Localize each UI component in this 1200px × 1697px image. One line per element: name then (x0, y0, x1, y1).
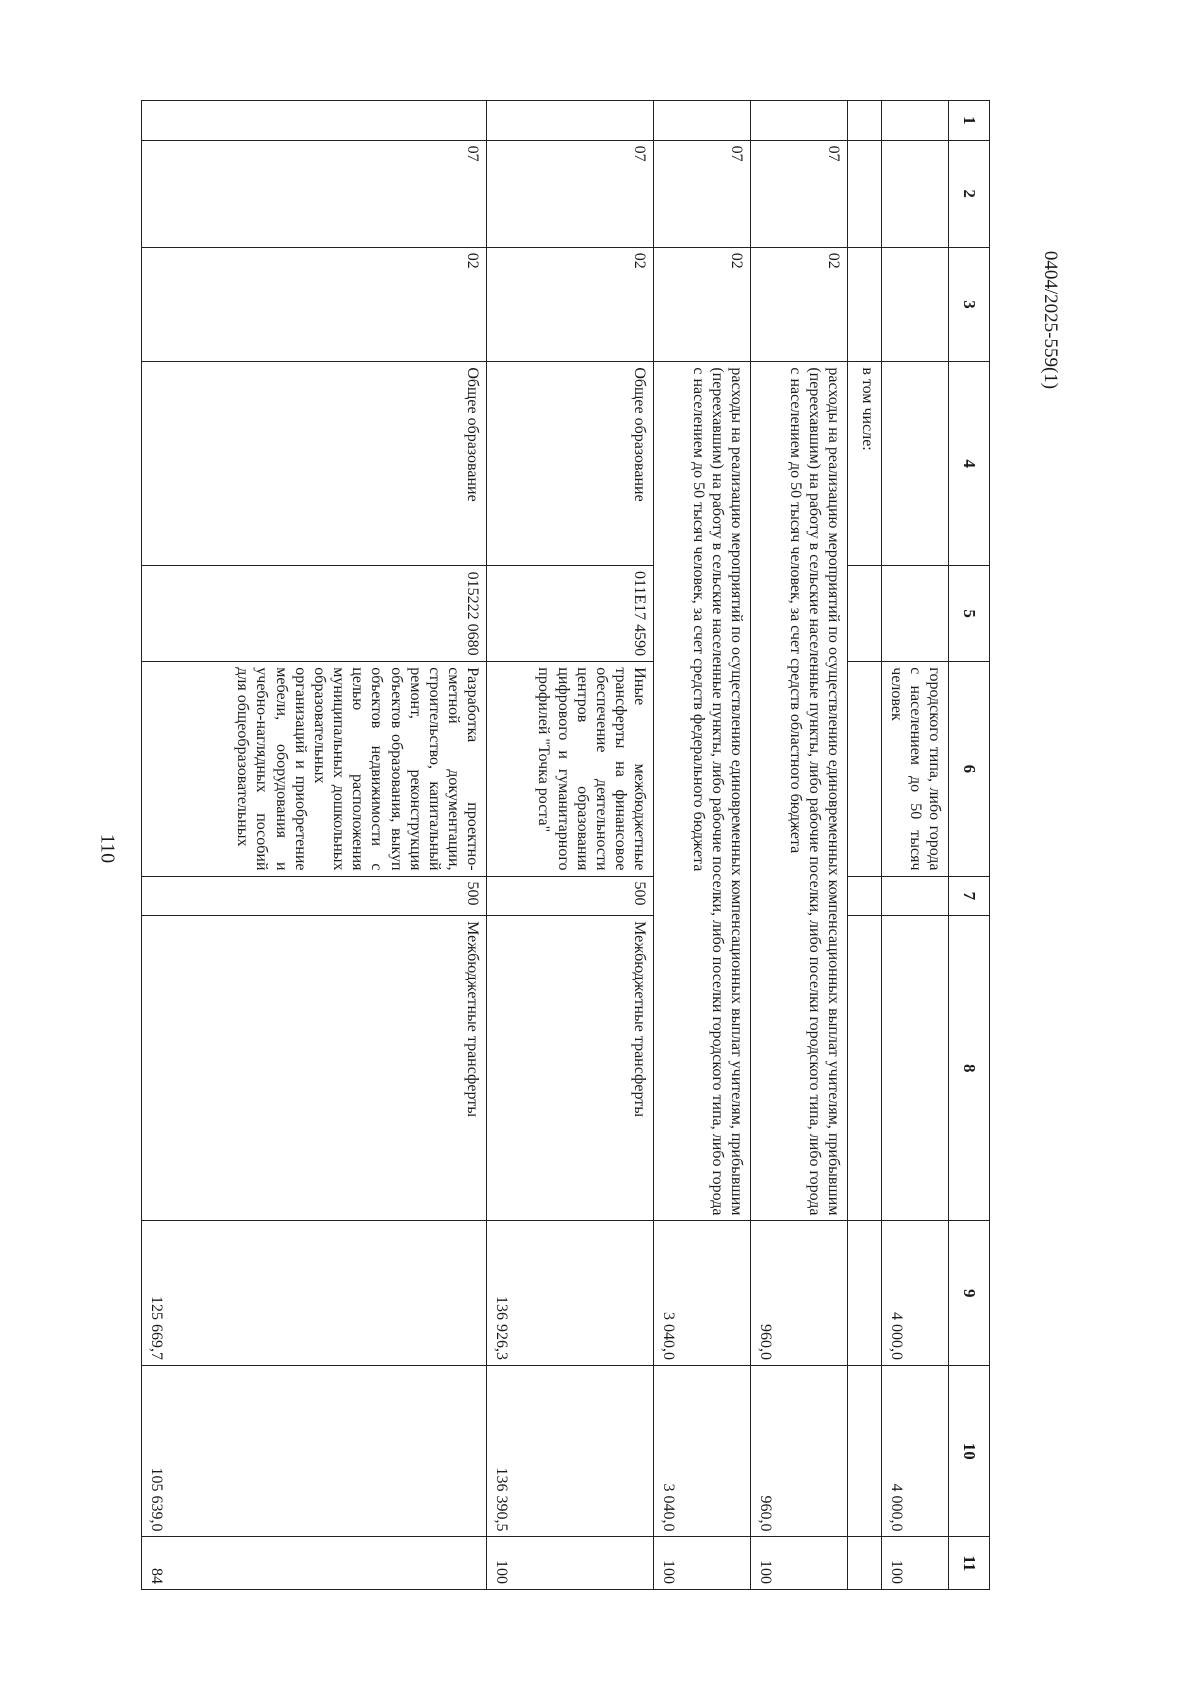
row3-percent: 100 (751, 1537, 848, 1590)
row1-description: городского типа, либо города с населением до 50 тысяч человек (882, 662, 949, 876)
row2-label: в том числе: (848, 362, 882, 566)
page-number: 110 (96, 833, 119, 864)
row4-description: расходы на реализацию мероприятий по осуществлению единовременных компенсационных выплат учителям, прибывшим (переехавшим) на работу в сельские населенные пункты, либо рабочие поселки, либо поселки городского типа, либо города с населением до 50 тысяч человек, за счет средств федерального бюджета (654, 362, 751, 1221)
row6-description: Разработка проектно-сметной документации, строительство, капитальный ремонт, реконструкция объектов образования, выкуп объектов недвижимости с целью расположения муниципальных дошкольных образовательных организаций и приобретение мебели, оборудования и учебно-наглядных пособий для общеобразовательных (142, 662, 487, 876)
header-col-10: 10 (949, 1366, 990, 1537)
budget-table (141, 100, 990, 1590)
row3-description: расходы на реализацию мероприятий по осуществлению единовременных компенсационных выплат учителям, прибывшим (переехавшим) на работу в сельские населенные пункты, либо рабочие поселки, либо поселки городского типа, либо города с населением до 50 тысяч человек, за счет средств областного бюджета (751, 362, 848, 1221)
row5-actual: 136 390,5 (487, 1366, 654, 1537)
header-col-8: 8 (949, 916, 990, 1221)
row3-section: 07 (751, 140, 848, 247)
table-row (142, 101, 487, 1590)
document-id (1030, 110, 1070, 530)
row5-section: 07 (487, 140, 654, 247)
row6-percent: 84 (142, 1537, 487, 1590)
budget-table-container (133, 100, 990, 1590)
row6-section: 07 (142, 140, 487, 247)
row5-branch: Общее образование (487, 362, 654, 566)
row1-percent: 100 (882, 1537, 949, 1590)
header-col-1: 1 (949, 101, 990, 141)
row6-actual: 105 639,0 (142, 1366, 487, 1537)
row4-actual: 3 040,0 (654, 1366, 751, 1537)
row5-expense-type: Межбюджетные трансферты (487, 916, 654, 1221)
row4-plan: 3 040,0 (654, 1221, 751, 1366)
document-id-text: 0404/2025-559(1) (1040, 250, 1061, 390)
rotated-table-area (133, 100, 990, 1590)
header-col-5: 5 (949, 565, 990, 661)
row1-plan: 4 000,0 (882, 1221, 949, 1366)
header-col-3: 3 (949, 247, 990, 362)
header-col-11: 11 (949, 1537, 990, 1590)
header-row (949, 101, 990, 1590)
table-row (487, 101, 654, 1590)
row3-actual: 960,0 (751, 1366, 848, 1537)
row6-expense-type: Межбюджетные трансферты (142, 916, 487, 1221)
row4-section: 07 (654, 140, 751, 247)
row6-subsection: 02 (142, 247, 487, 362)
row6-branch: Общее образование (142, 362, 487, 566)
header-col-2: 2 (949, 140, 990, 247)
header-col-6: 6 (949, 662, 990, 876)
table-row (751, 101, 848, 1590)
row3-subsection: 02 (751, 247, 848, 362)
row1-actual: 4 000,0 (882, 1366, 949, 1537)
row6-plan: 125 669,7 (142, 1221, 487, 1366)
row4-percent: 100 (654, 1537, 751, 1590)
row5-subsection: 02 (487, 247, 654, 362)
table-row (654, 101, 751, 1590)
header-col-7: 7 (949, 876, 990, 916)
header-col-4: 4 (949, 362, 990, 566)
row6-expense-code: 500 (142, 876, 487, 916)
table-row (848, 101, 882, 1590)
table-row (882, 101, 949, 1590)
row6-target-code: 015222 0680 (142, 565, 487, 661)
header-col-9: 9 (949, 1221, 990, 1366)
row5-percent: 100 (487, 1537, 654, 1590)
row3-plan: 960,0 (751, 1221, 848, 1366)
row5-expense-code: 500 (487, 876, 654, 916)
row5-plan: 136 926,3 (487, 1221, 654, 1366)
row5-target-code: 011E17 4590 (487, 565, 654, 661)
row5-description: Иные межбюджетные трансферты на финансовое обеспечение деятельности центров образования цифрового и гуманитарного профилей "Точка роста" (487, 662, 654, 876)
row4-subsection: 02 (654, 247, 751, 362)
